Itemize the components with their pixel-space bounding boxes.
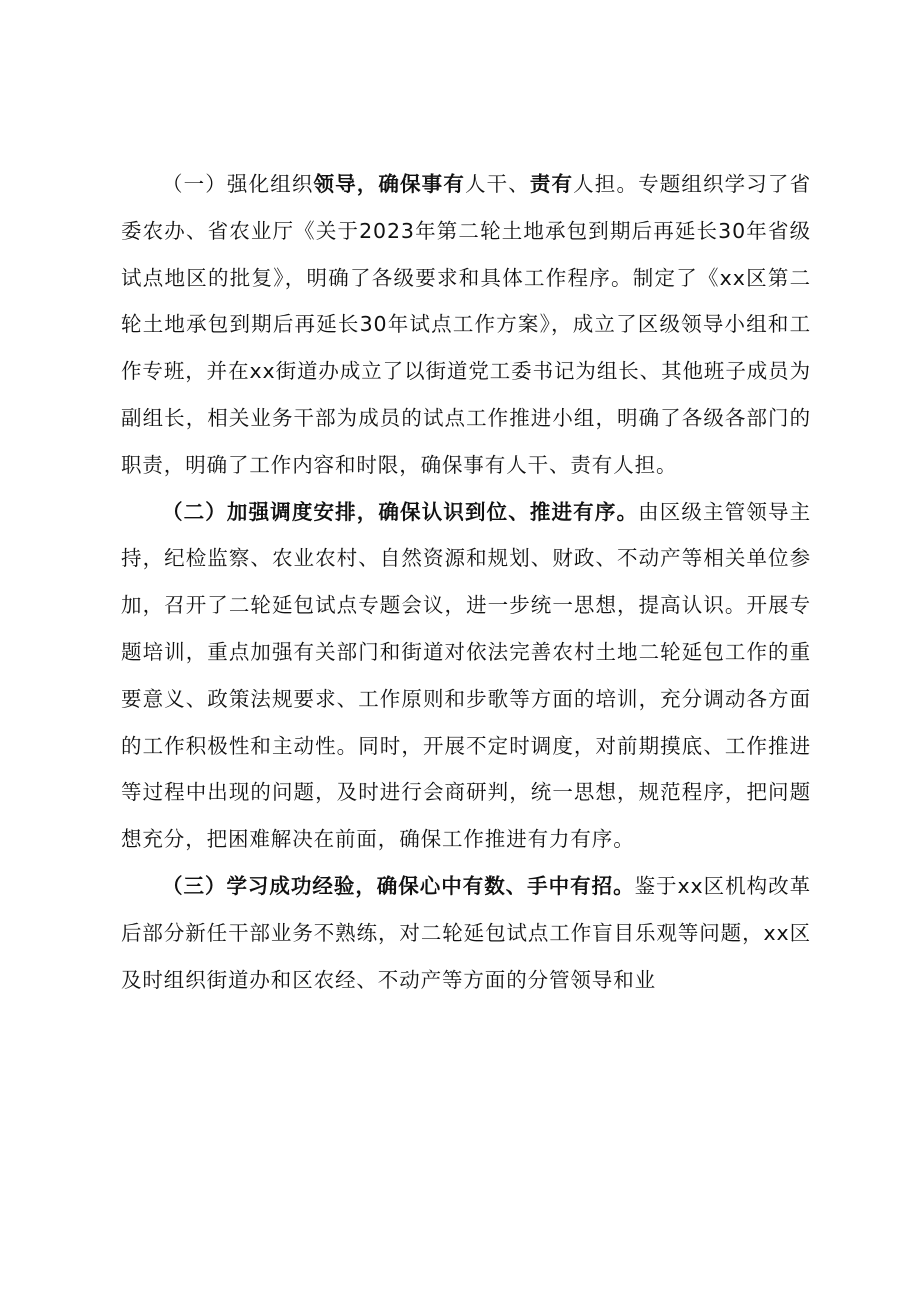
- paragraph-1-heading-part4: 责有: [529, 172, 574, 196]
- paragraph-2-body: 由区级主管领导主持，纪检监察、农业农村、自然资源和规划、财政、不动产等相关单位参加，召开了二轮延包试点专题会议，进一步统一思想，提高认识。开展专题培训，重点加强有关部门和街道对依法完善农村土地二轮延包工作的重要意义、政策法规要求、工作原则和步歌等方面的培训，充分调动各方面的工作积极性和主动性。同时，开展不定时调度，对前期摸底、工作推进等过程中出现的问题，及时进行会商研判，统一思想，规范程序，把问题想充分，把困难解决在前面，确保工作推进有力有序。: [121, 499, 811, 852]
- paragraph-1-body: 专题组织学习了省委农办、省农业厅《关于2023年第二轮土地承包到期后再延长30年省级试点地区的批复》，明确了各级要求和具体工作程序。制定了《xx区第二轮土地承包到期后再延长30年试点工作方案》，成立了区级领导小组和工作专班，并在xx街道办成立了以街道党工委书记为组长、其他班子成员为副组长，相关业务干部为成员的试点工作推进小组，明确了各级各部门的职责，明确了工作内容和时限，确保事有人干、责有人担。: [121, 172, 811, 477]
- paragraph-3-body: 鉴于xx区机构改革后部分新任干部业务不熟练，对二轮延包试点工作盲目乐观等问题，xx区及时组织街道办和区农经、不动产等方面的分管领导和业: [121, 873, 811, 992]
- paragraph-2-heading: （二）加强调度安排，确保认识到位、推进有序。: [162, 499, 639, 524]
- paragraph-1-heading-part1: （一）强化组织: [162, 172, 314, 196]
- document-body: [121, 161, 811, 1003]
- paragraph-1-heading-part3: 人干、: [464, 172, 530, 196]
- paragraph-1: [121, 161, 811, 489]
- paragraph-1-heading-part2: 领导，确保事有: [313, 172, 465, 196]
- paragraph-1-heading-part5: 人担。: [573, 172, 639, 196]
- paragraph-3-heading: （三）学习成功经验，确保心中有数、手中有招。: [162, 873, 635, 898]
- paragraph-3: [121, 863, 811, 1003]
- paragraph-2: [121, 489, 811, 863]
